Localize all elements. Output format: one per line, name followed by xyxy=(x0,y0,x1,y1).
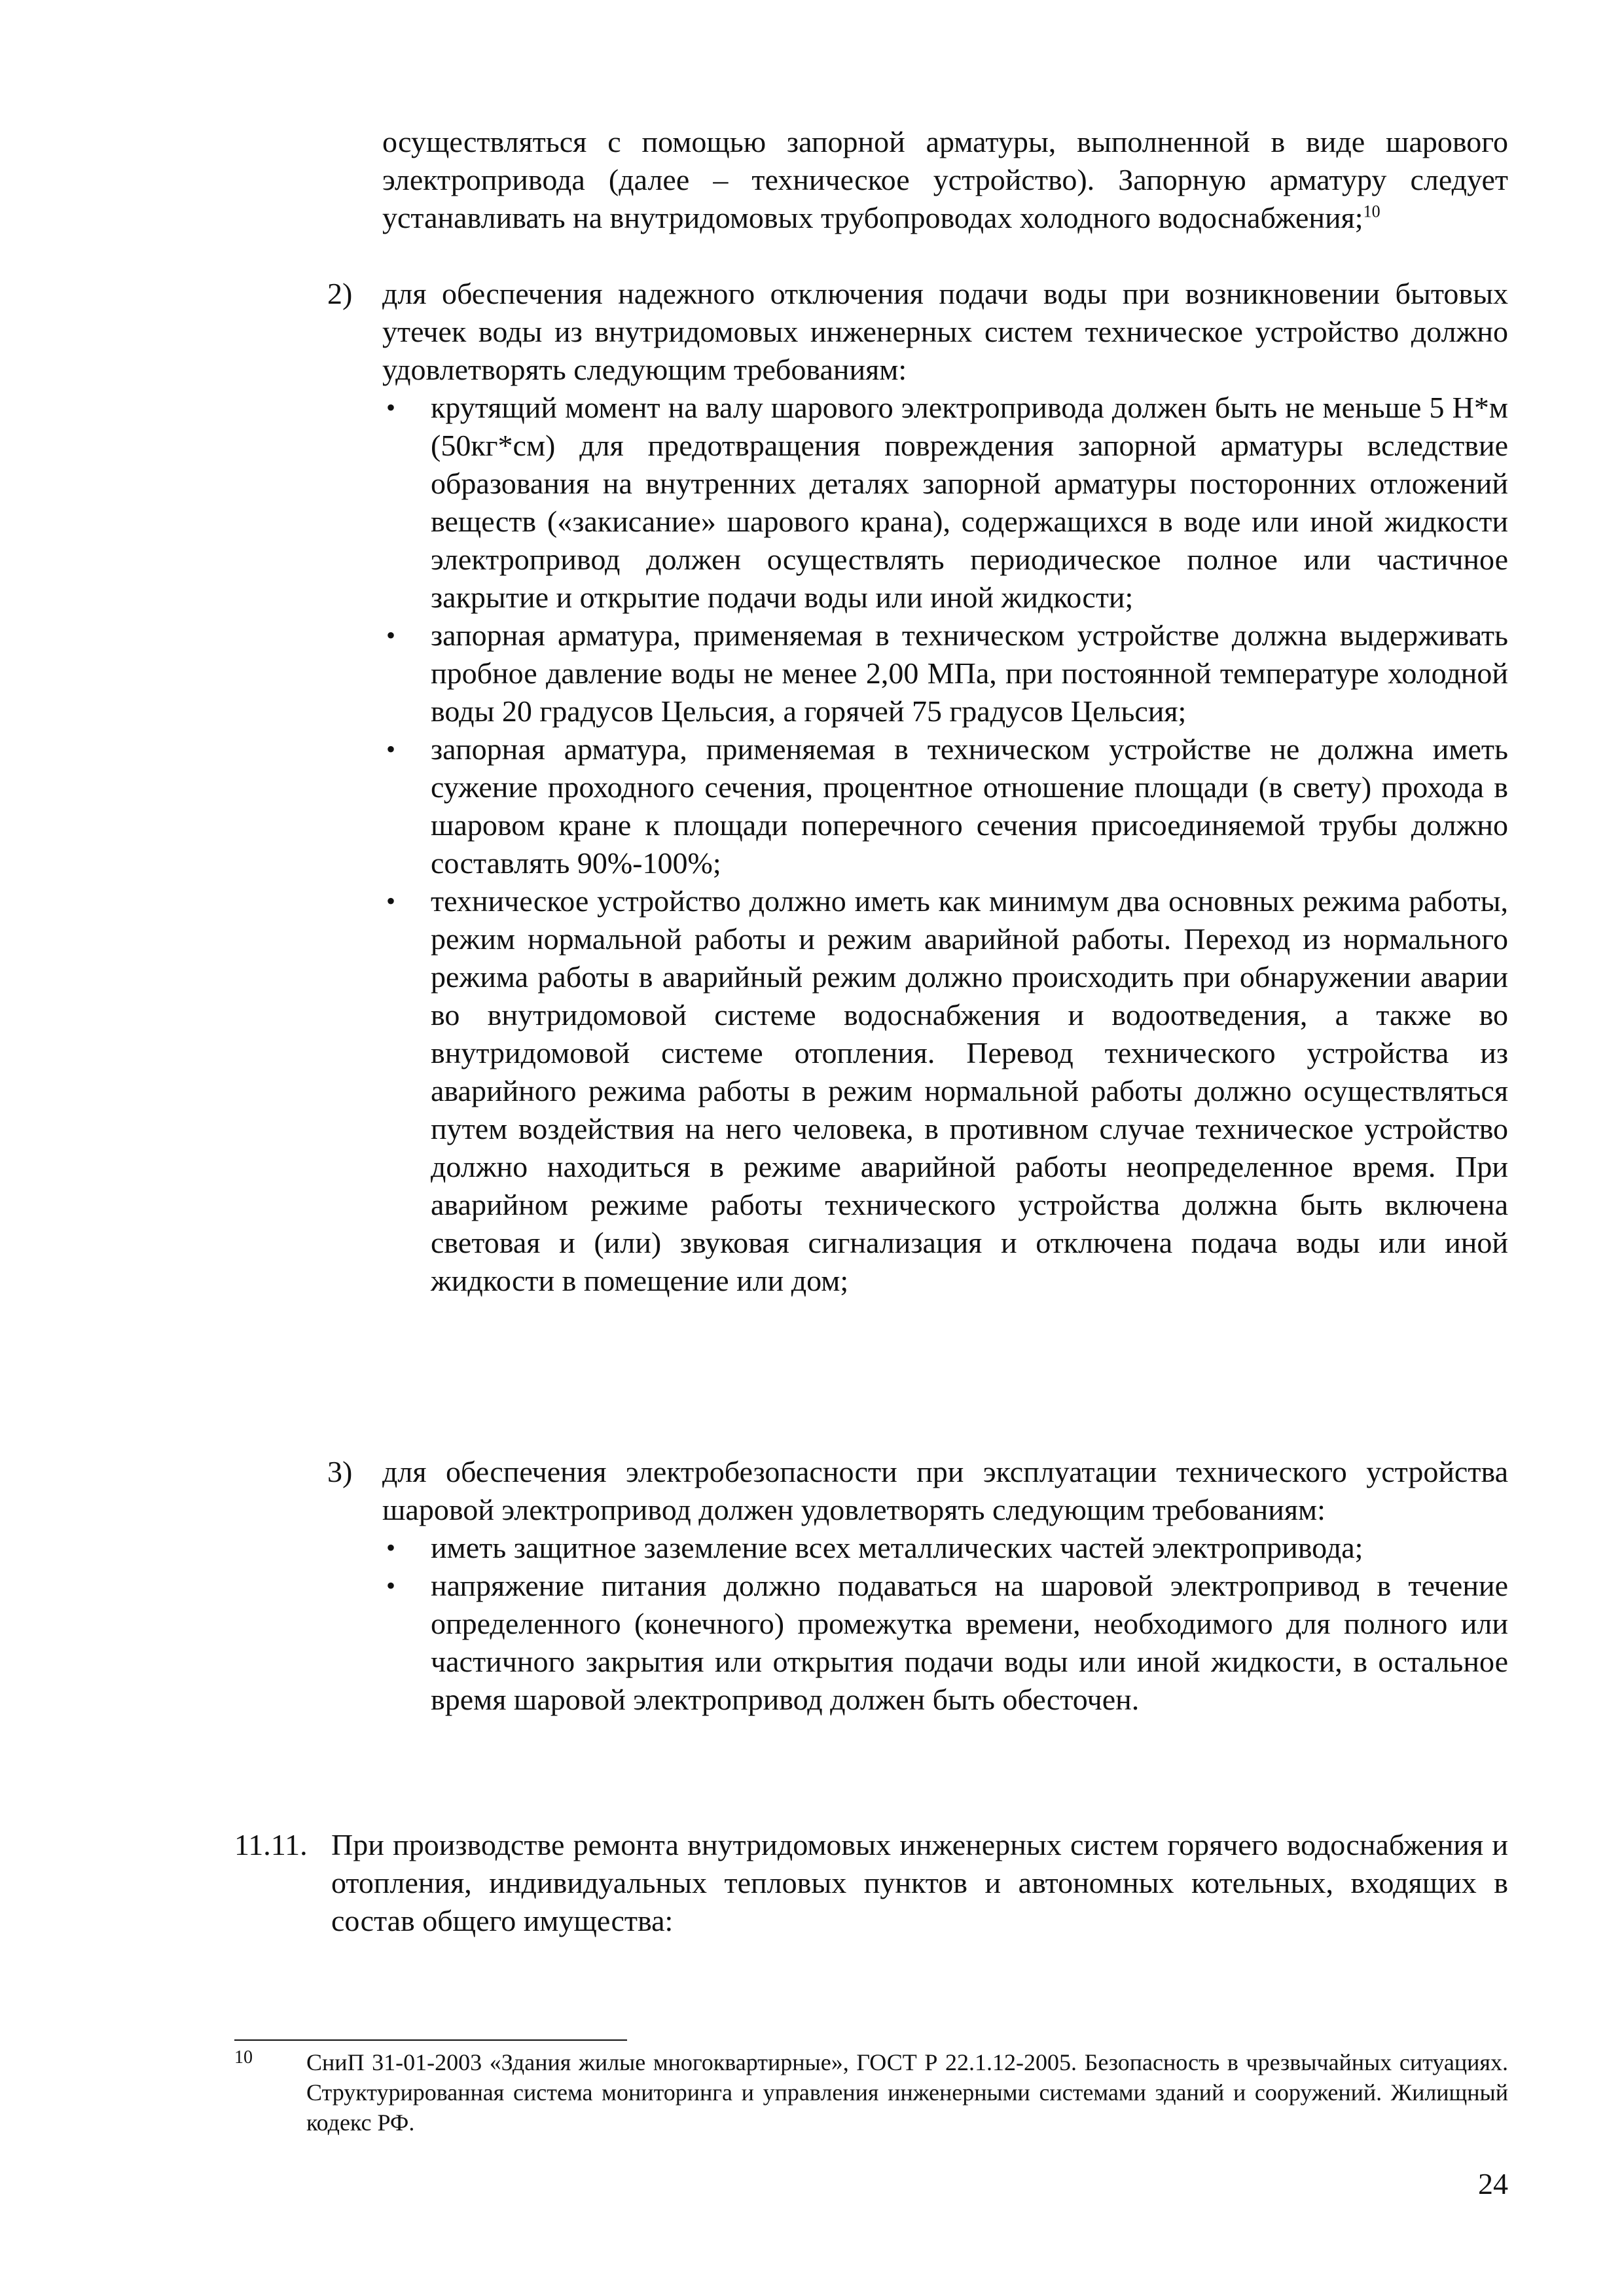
bullet-text: иметь защитное заземление всех металлических частей электропривода; xyxy=(431,1531,1363,1564)
list-item-3 xyxy=(327,1453,1508,1719)
footnote-separator xyxy=(234,2039,627,2041)
page-number: 24 xyxy=(1478,2167,1508,2200)
section-11-11 xyxy=(234,1826,1508,1940)
list-item-2 xyxy=(327,275,1508,1300)
bullet-item xyxy=(382,389,1508,617)
bullet-item xyxy=(382,730,1508,882)
list-item-2-text: для обеспечения надежного отключения подачи воды при возникновении бытовых утечек воды из внутридомовых инженерных систем техническое устройство должно удовлетворять следующим требованиям: xyxy=(382,277,1508,386)
bullet-text: крутящий момент на валу шарового электропривода должен быть не меньше 5 Н*м (50кг*см) для предотвращения повреждения запорной арматуры вследствие образования на внутренних деталях запорной арматуры посторонних отложений веществ («закисание» шарового крана), содержащихся в воде или иной жидкости электропривод должен осуществлять периодическое полное или частичное закрытие и открытие подачи воды или иной жидкости; xyxy=(431,391,1508,614)
bullet-icon: • xyxy=(386,620,396,650)
bullet-text: запорная арматура, применяемая в техническом устройстве не должна иметь сужение проходного сечения, процентное отношение площади (в свету) прохода в шаровом кране к площади поперечного сечения присоединяемой трубы должно составлять 90%-100%; xyxy=(431,732,1508,880)
bullet-item xyxy=(382,882,1508,1300)
list-item-3-text: для обеспечения электробезопасности при эксплуатации технического устройства шаровой электропривод должен удовлетворять следующим требованиям: xyxy=(382,1455,1508,1526)
bullet-icon: • xyxy=(386,1571,396,1600)
continued-paragraph-text: осуществляться с помощью запорной арматуры, выполненной в виде шарового электропривода (далее – техническое устройство). Запорную арматуру следует устанавливать на внутридомовых трубопроводах холодного водоснабжения; xyxy=(382,125,1508,234)
list-item-3-number: 3) xyxy=(327,1455,353,1488)
footnote xyxy=(234,2047,1508,2138)
footnote-text: СниП 31-01-2003 «Здания жилые многоквартирные», ГОСТ Р 22.1.12-2005. Безопасность в чрезвычайных ситуациях. Структурированная система мониторинга и управления инженерными системами зданий и сооружений. Жилищный кодекс РФ. xyxy=(306,2049,1508,2136)
continued-paragraph xyxy=(382,123,1508,237)
bullet-icon: • xyxy=(386,734,396,764)
bullet-item xyxy=(382,1529,1508,1567)
list-item-3-bullets xyxy=(382,1529,1508,1719)
footnote-number: 10 xyxy=(234,2047,253,2068)
bullet-text: техническое устройство должно иметь как минимум два основных режима работы, режим нормальной работы и режим аварийной работы. Переход из нормального режима работы в аварийный режим должно происходить при обнаружении аварии во внутридомовой системе водоснабжения и водоотведения, а также во внутридомовой системе отопления. Перевод технического устройства из аварийного режима работы в режим нормальной работы должно осуществляться путем воздействия на него человека, в противном случае техническое устройство должно находиться в режиме аварийной работы неопределенное время. При аварийном режиме работы технического устройства должна быть включена световая и (или) звуковая сигнализация и отключена подача воды или иной жидкости в помещение или дом; xyxy=(431,884,1508,1297)
section-number: 11.11. xyxy=(234,1828,308,1861)
bullet-item xyxy=(382,1567,1508,1719)
footnote-reference: 10 xyxy=(1363,202,1380,221)
bullet-icon: • xyxy=(386,393,396,422)
bullet-icon: • xyxy=(386,1533,396,1562)
bullet-text: напряжение питания должно подаваться на шаровой электропривод в течение определенного (конечного) промежутка времени, необходимого для полного или частичного закрытия или открытия подачи воды или иной жидкости, в остальное время шаровой электропривод должен быть обесточен. xyxy=(431,1569,1508,1716)
bullet-text: запорная арматура, применяемая в техническом устройстве должна выдерживать пробное давление воды не менее 2,00 МПа, при постоянной температуре холодной воды 20 градусов Цельсия, а горячей 75 градусов Цельсия; xyxy=(431,619,1508,728)
section-text: При производстве ремонта внутридомовых инженерных систем горячего водоснабжения и отопления, индивидуальных тепловых пунктов и автономных котельных, входящих в состав общего имущества: xyxy=(331,1828,1508,1937)
bullet-item xyxy=(382,617,1508,730)
bullet-icon: • xyxy=(386,886,396,916)
list-item-2-bullets xyxy=(382,389,1508,1300)
list-item-2-number: 2) xyxy=(327,277,353,310)
